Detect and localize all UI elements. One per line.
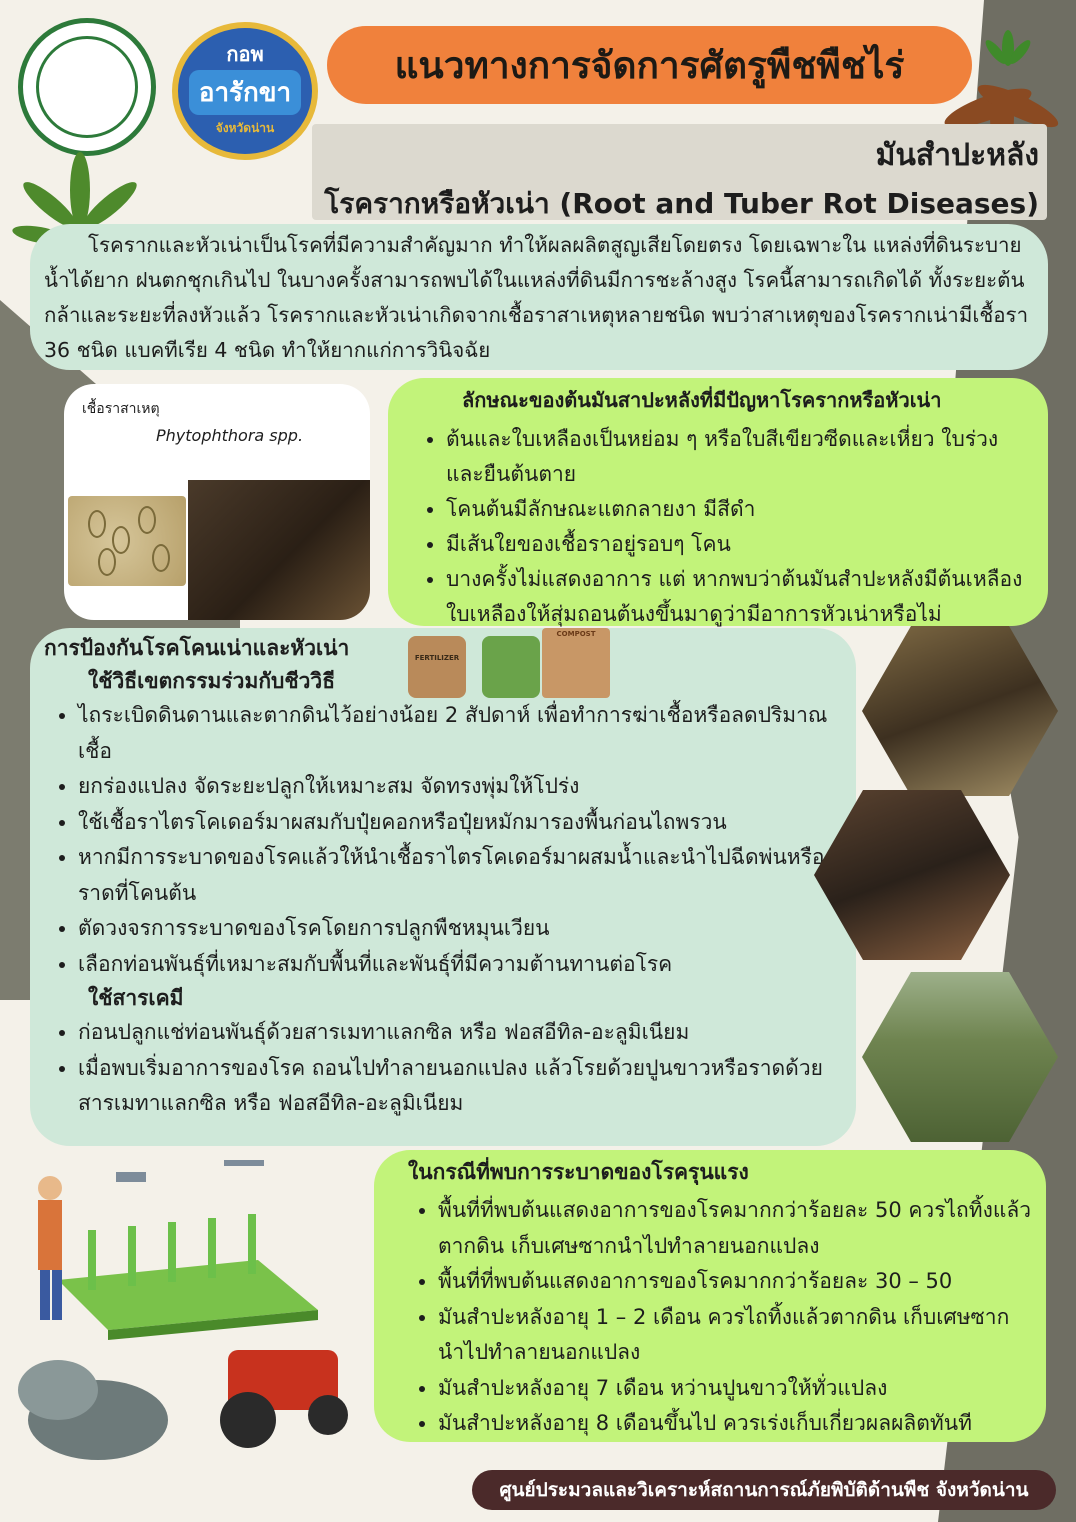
- intro-text: โรครากและหัวเน่าเป็นโรคที่มีความสำคัญมาก ทำให้ผลผลิตสูญเสียโดยตรง โดยเฉพาะใน แหล่งที่ดินระบายน้ำได้ยาก ฝนตกชุกเกินไป ในบางครั้งสามารถพบได้ในแหล่งที่ดินมีการชะล้างสูง โรคนี้สามารถเกิดได้ ทั้งระยะต้นกล้าและระยะที่ลงหัวแล้ว โรครากและหัวเน่าเกิดจากเชื้อราสาเหตุหลายชนิด พบว่าสาเหตุของโรครากเน่ามีเชื้อรา 36 ชนิด แบคทีเรีย 4 ชนิด ทำให้ยากแก่การวินิจฉัย: [44, 233, 1029, 362]
- footer-banner: [472, 1470, 1056, 1510]
- list-item: • เลือกท่อนพันธุ์ที่เหมาะสมกับพื้นที่และพันธุ์ที่มีความต้านทานต่อโรค: [78, 947, 844, 983]
- fertilizer-illustration: [408, 622, 613, 702]
- list-item: • หากมีการระบาดของโรคแล้วให้นำเชื้อราไตรโคเดอร์มาผสมน้ำและนำไปฉีดพ่นหรือราดที่โคนต้น: [78, 840, 844, 911]
- cultural-method-list: [44, 698, 844, 982]
- pathogen-label: เชื้อราสาเหตุ: [82, 401, 160, 417]
- logo-main-text: อารักขา: [189, 70, 301, 115]
- outbreak-title: ในกรณีที่พบการระบาดของโรครุนแรง: [408, 1160, 749, 1184]
- list-item: • มันสำปะหลังอายุ 7 เดือน หว่านปูนขาวให้ทั่วแปลง: [438, 1371, 1032, 1407]
- list-item: • พื้นที่ที่พบต้นแสดงอาการของโรคมากกว่าร้อยละ 50 ควรไถทิ้งแล้วตากดิน เก็บเศษซากนำไปทำลายนอกแปลง: [438, 1193, 1032, 1264]
- logo-top-text: กอพ: [226, 42, 264, 66]
- doae-emblem-icon: [36, 36, 138, 138]
- soil-bag-icon: [482, 636, 540, 698]
- compost-box-label: COMPOST: [556, 630, 596, 638]
- microscope-image: [68, 496, 186, 586]
- list-item: • โคนต้นมีลักษณะแตกลายงา มีสีดำ: [446, 492, 1034, 527]
- prevention-panel: [30, 628, 856, 1146]
- page-title-banner: [327, 26, 972, 104]
- chemical-method-heading: ใช้สารเคมี: [88, 986, 184, 1010]
- intro-panel: [30, 224, 1048, 370]
- list-item: • ไถระเบิดดินดานและตากดินไว้อย่างน้อย 2 สัปดาห์ เพื่อทำการฆ่าเชื้อหรือลดปริมาณเชื้อ: [78, 698, 844, 769]
- symptoms-panel: [388, 378, 1048, 626]
- list-item: • มีเส้นใยของเชื้อราอยู่รอบๆ โคน: [446, 527, 1034, 562]
- page-title: แนวทางการจัดการศัตรูพืชพืชไร่: [394, 43, 905, 87]
- crop-name: มันสำปะหลัง: [875, 138, 1039, 173]
- prevention-title: การป้องกันโรคโคนเน่าและหัวเน่า: [44, 636, 350, 660]
- list-item: • มันสำปะหลังอายุ 1 – 2 เดือน ควรไถทิ้งแล้วตากดิน เก็บเศษซากนำไปทำลายนอกแปลง: [438, 1300, 1032, 1371]
- list-item: • ก่อนปลูกแช่ท่อนพันธุ์ด้วยสารเมทาแลกซิล หรือ ฟอสอีทิล-อะลูมิเนียม: [78, 1015, 844, 1051]
- outbreak-list: [404, 1193, 1032, 1442]
- list-item: • ยกร่องแปลง จัดระยะปลูกให้เหมาะสม จัดทรงพุ่มให้โปร่ง: [78, 769, 844, 805]
- list-item: • ตัดวงจรการระบาดของโรคโดยการปลูกพืชหมุนเวียน: [78, 911, 844, 947]
- list-item: • มันสำปะหลังอายุ 8 เดือนขึ้นไป ควรเร่งเก็บเกี่ยวผลผลิตทันที: [438, 1406, 1032, 1442]
- list-item: • ต้นและใบเหลืองเป็นหย่อม ๆ หรือใบสีเขียวซีดและเหี่ยว ใบร่วงและยืนต้นตาย: [446, 422, 1034, 492]
- smart-farm-illustration: [18, 1160, 368, 1460]
- disease-name: โรครากหรือหัวเน่า (Root and Tuber Rot Diseases): [324, 187, 1039, 220]
- rotten-root-photo: [188, 480, 370, 620]
- compost-box-icon: [542, 628, 610, 698]
- chemical-method-list: [44, 1015, 844, 1122]
- symptoms-list: [412, 422, 1034, 632]
- list-item: • ใช้เชื้อราไตรโคเดอร์มาผสมกับปุ๋ยคอกหรือปุ๋ยหมักมารองพื้นก่อนไถพรวน: [78, 805, 844, 841]
- doae-logo: [18, 18, 156, 156]
- fertilizer-bag-label: FERTILIZER: [414, 654, 460, 662]
- gov-protection-logo: [172, 22, 318, 160]
- list-item: • เมื่อพบเริ่มอาการของโรค ถอนไปทำลายนอกแปลง แล้วโรยด้วยปูนขาวหรือราดด้วยสารเมทาแลกซิล หรือ ฟอสอีทิล-อะลูมิเนียม: [78, 1051, 844, 1122]
- pathogen-photo-card: [64, 384, 370, 620]
- subheading-panel: [312, 124, 1047, 220]
- list-item: • พื้นที่ที่พบต้นแสดงอาการของโรคมากกว่าร้อยละ 30 – 50: [438, 1264, 1032, 1300]
- outbreak-panel: [374, 1150, 1046, 1442]
- list-item: • บางครั้งไม่แสดงอาการ แต่ หากพบว่าต้นมันสำปะหลังมีต้นเหลือง ใบเหลืองให้สุ่มถอนต้นงขึ้นมาดูว่ามีอาการหัวเน่าหรือไม่: [446, 562, 1034, 632]
- fertilizer-bag-icon: [408, 636, 466, 698]
- cultural-method-heading: ใช้วิธีเขตกรรมร่วมกับชีววิธี: [88, 669, 336, 693]
- footer-text: ศูนย์ประมวลและวิเคราะห์สถานการณ์ภัยพิบัติด้านพืช จังหวัดน่าน: [499, 1479, 1029, 1501]
- symptoms-title: ลักษณะของต้นมันสาปะหลังที่มีปัญหาโรครากหรือหัวเน่า: [462, 388, 942, 412]
- logo-bottom-text: จังหวัดน่าน: [215, 121, 275, 135]
- pathogen-name: Phytophthora spp.: [156, 426, 304, 445]
